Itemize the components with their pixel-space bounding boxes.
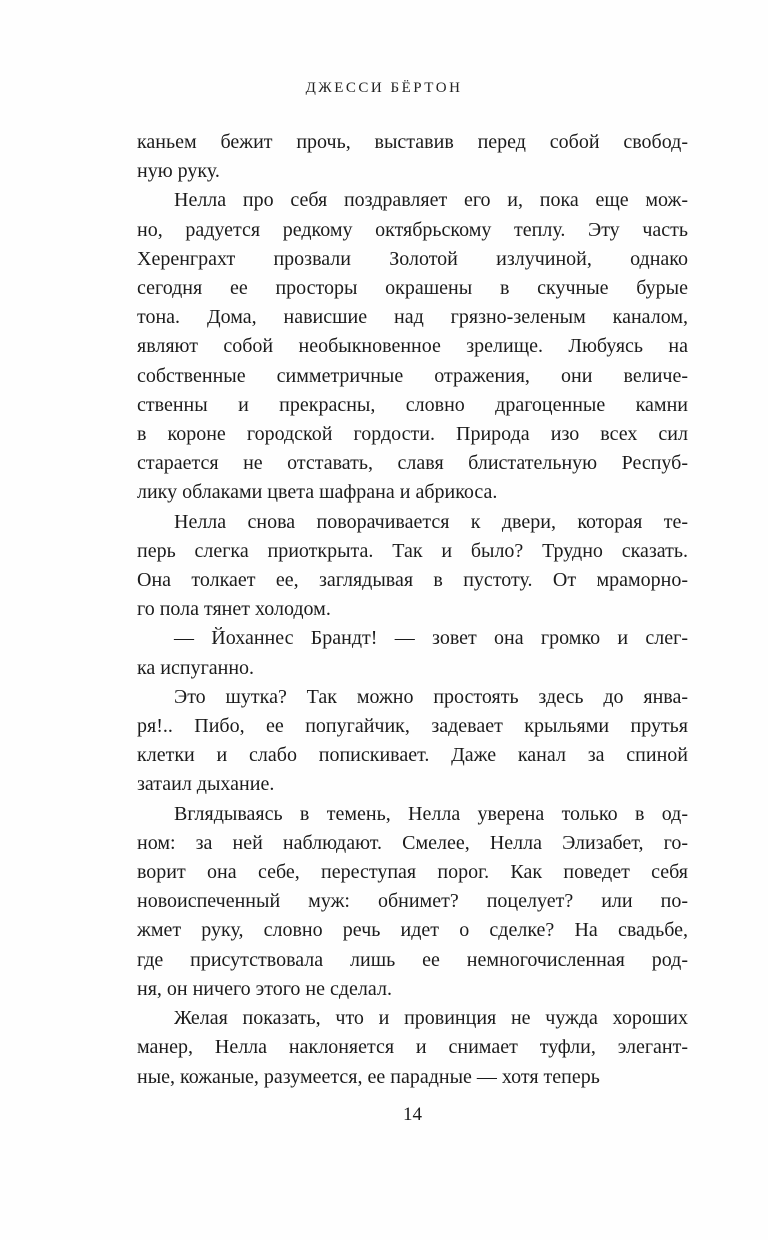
text-line: ные, кожаные, разумеется, ее парадные — хотя теперь <box>137 1065 600 1088</box>
text-line: Она толкает ее, заглядывая в пустоту. От мраморно- <box>137 569 688 592</box>
page-number: 14 <box>403 1104 422 1125</box>
text-line: ворит она себе, переступая порог. Как поведет себя <box>137 861 688 884</box>
text-line: являют собой необыкновенное зрелище. Любуясь на <box>137 335 688 358</box>
text-line: новоиспеченный муж: обнимет? поцелует? или по- <box>137 890 688 913</box>
text-line: Вглядываясь в темень, Нелла уверена только в од- <box>174 802 688 825</box>
text-line: в короне городской гордости. Природа изо всех сил <box>137 423 688 446</box>
paragraph <box>137 508 688 625</box>
text-line: — Йоханнес Брандт! — зовет она громко и слег- <box>174 627 688 650</box>
paragraph <box>137 800 688 1004</box>
text-line: тона. Дома, нависшие над грязно-зеленым каналом, <box>137 306 688 329</box>
text-line: ря!.. Пибо, ее попугайчик, задевает крыльями прутья <box>137 715 688 738</box>
paragraph <box>137 186 688 507</box>
text-line: Нелла снова поворачивается к двери, которая те- <box>174 510 688 533</box>
text-line: старается не отставать, славя блистательную Респуб- <box>137 452 688 475</box>
text-line: сегодня ее просторы окрашены в скучные бурые <box>137 277 688 300</box>
text-block <box>137 128 688 1092</box>
paragraph <box>137 1004 688 1092</box>
paragraph <box>137 683 688 800</box>
text-line: го пола тянет холодом. <box>137 598 331 621</box>
text-line: ном: за ней наблюдают. Смелее, Нелла Элизабет, го- <box>137 831 688 854</box>
text-line: Это шутка? Так можно простоять здесь до янва- <box>174 685 688 708</box>
text-line: собственные симметричные отражения, они величе- <box>137 364 688 387</box>
text-line: манер, Нелла наклоняется и снимает туфли, элегант- <box>137 1036 688 1059</box>
text-line: ную руку. <box>137 160 220 183</box>
text-line: но, радуется редкому октябрьскому теплу. Эту часть <box>137 218 688 241</box>
text-line: Желая показать, что и провинция не чужда хороших <box>174 1007 688 1030</box>
text-line: клетки и слабо попискивает. Даже канал за спиной <box>137 744 688 767</box>
text-line: лику облаками цвета шафрана и абрикоса. <box>137 481 498 504</box>
text-line: перь слегка приоткрыта. Так и было? Трудно сказать. <box>137 539 688 562</box>
running-header: ДЖЕССИ БЁРТОН <box>305 80 463 96</box>
text-line: затаил дыхание. <box>137 773 275 796</box>
text-line: ственны и прекрасны, словно драгоценные камни <box>137 393 688 416</box>
text-line: жмет руку, словно речь идет о сделке? На свадьбе, <box>137 919 688 942</box>
text-line: ка испуганно. <box>137 656 255 679</box>
text-line: Нелла про себя поздравляет его и, пока еще мож- <box>174 189 688 212</box>
paragraph <box>137 128 688 186</box>
text-line: ня, он ничего этого не сделал. <box>137 977 392 1000</box>
paragraph <box>137 624 688 682</box>
text-line: каньем бежит прочь, выставив перед собой свобод- <box>137 131 688 153</box>
text-line: Херенграхт прозвали Золотой излучиной, однако <box>137 247 688 270</box>
text-line: где присутствовала лишь ее немногочисленная род- <box>137 948 688 971</box>
